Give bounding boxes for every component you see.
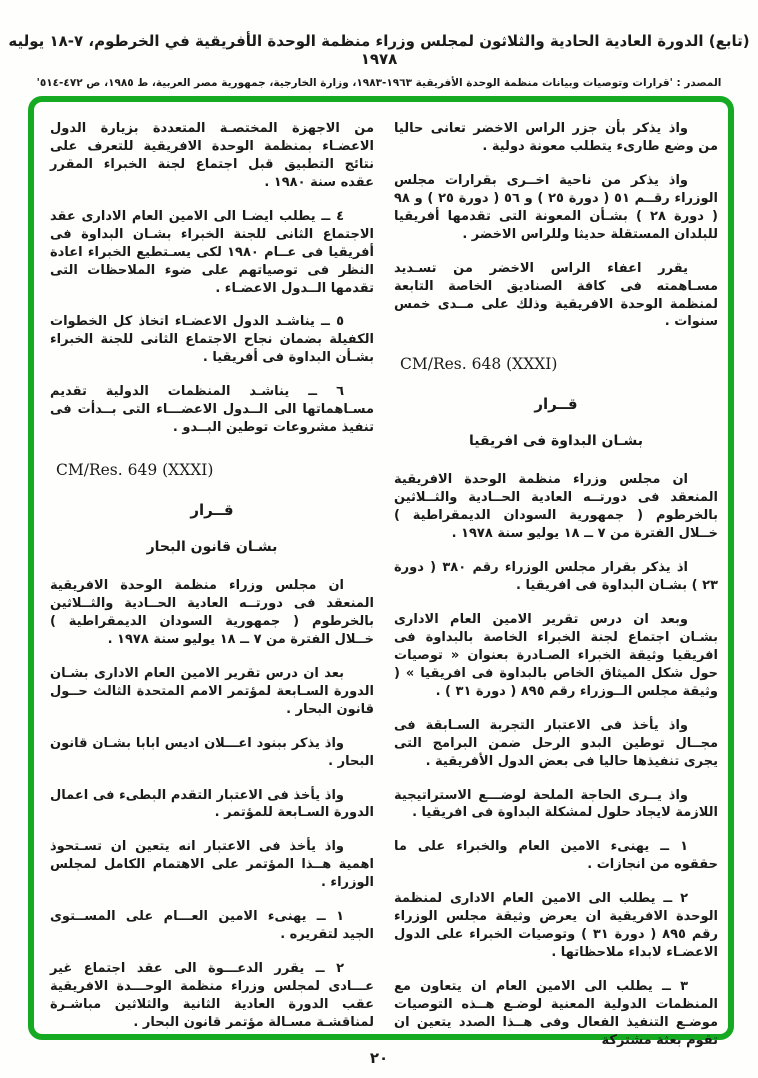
paragraph: ٣ ــ يطلب الى الامين العام ان يتعاون مع المنظمات الدولية المعنية لوضـع هــذه التوصيات موضـع التنفيذ الفعال وفى هــذا الصدد يتعين ان تقوم بعثة مشتركة	[394, 979, 718, 1048]
paragraph: وبعد ان درس تقرير الامين العام الادارى بشـان اجتماع لجنة الخبراء الخاصة بالبداوة فى افريقيا وثيقة الخبراء الصـادرة بعنوان « توصيات حول شكل الميثاق الخاص بالبداوة فى افريقيا » ( وثيقة مجلس الــوزراء رقم ٨٩٥ ( دورة ٣١ ) .	[394, 612, 718, 699]
header-source-line: المصدر : 'قرارات وتوصيات وبيانات منظمة الوحدة الأفريقية ١٩٦٣-١٩٨٣، وزارة الخارجية، جمهورية مصر العربية، ط ١٩٨٥، ص ٤٧٢-٥١٤'	[36, 77, 722, 89]
paragraph: ٥ ــ يناشـد الدول الاعضـاء اتخاذ كل الخطوات الكفيلة بضمان نجاح الاجتماع الثانى للجنة الخبراء بشـأن البداوة فى أفريقيا .	[50, 314, 374, 366]
paragraph: واذ يذكر بأن جزر الراس الاخضر تعانى حاليا من وضع طارىء يتطلب معونة دولية .	[394, 121, 718, 154]
page-footer	[0, 1049, 758, 1067]
paragraph: واذ يأخذ فى الاعتبار انه يتعين ان تسـتحوذ اهمية هــذا المؤتمر على الاهتمام الكامل لمجلس الوزراء .	[50, 839, 374, 891]
two-column-layout	[34, 102, 728, 1048]
column-left	[50, 120, 374, 1030]
resolution-subject: بشـان البداوة فى افريقيا	[468, 433, 644, 450]
paragraph: واذ يذكر من ناحية اخــرى بقرارات مجلس الوزراء رقــم ٥١ ( دورة ٢٥ ) و ٥٦ ( دورة ٢٥ ) و ٩٨ ( دورة ٢٨ ) بشـأن المعونة التى تقدمها أفريقيا للبلدان المستقلة حديثا وللراس الاخضر .	[394, 172, 718, 242]
header-session-title: (تابع) الدورة العادية الحادية والثلاثون لمجلس وزراء منظمة الوحدة الأفريقية في الخرطوم، ٧-١٨ يوليه ١٩٧٨	[8, 32, 750, 68]
column-right	[394, 120, 719, 1048]
paragraph: واذ يذكر ببنود اعـــلان اديس ابابا بشـان قانون البحار .	[50, 735, 374, 769]
resolution-title: قــرار	[190, 501, 234, 520]
resolution-ref-648: CM/Res. 648 (XXXI)	[400, 355, 558, 374]
paragraph: ٦ ــ يناشـد المنظمات الدولية تقديم مسـاهماتها الى الــدول الاعضـــاء التى بــدأت فى تنفيذ مشروعات توطين البــدو .	[50, 384, 374, 436]
paragraph: ان مجلس وزراء منظمة الوحدة الافريقية المنعقد فى دورتــه العادية الحــادية والثــلاثين بالخرطوم ( جمهورية السودان الديمقراطية ) خــلال الفترة من ٧ ــ ١٨ يوليو سنة ١٩٧٨ .	[394, 472, 718, 542]
paragraph: يقرر اعفاء الراس الاخضر من تسـديد مسـاهمته فى كافة الصناديق الخاصة التابعة لمنظمة الوحدة الافريقية وذلك على مــدى خمس سنوات .	[394, 260, 718, 330]
paragraph: ٢ ــ يطلب الى الامين العام الادارى لمنظمة الوحدة الافريقية ان يعرض وثيقة مجلس الوزراء رقم ٨٩٥ ( دورة ٣١ ) وتوصيات الخبراء على الدول الاعضـاء لابداء ملاحظاتها .	[394, 891, 719, 961]
paragraph: واذ يأخذ فى الاعتبار التقدم البطىء فى اعمال الدورة السـابعة للمؤتمر .	[50, 787, 374, 821]
resolution-title: قــرار	[534, 395, 578, 414]
paragraph: ١ ــ يهنىء الامين العـــام على المســتوى الجيد لتقريره .	[50, 909, 374, 943]
paragraph: اذ يذكر بقرار مجلس الوزراء رقم ٣٨٠ ( دورة ٢٣ ) بشـان البداوة فى افريقيا .	[394, 560, 718, 594]
paragraph: من الاجهزة المختصـة المتعددة بزيارة الدول الاعضـاء بمنظمة الوحدة الافريقية للتعرف على نتائج التطبيق قبل اجتماع لجنة الخبراء المقرر عقده سنة ١٩٨٠ .	[50, 121, 374, 190]
paragraph: واذ يــرى الحاجة الملحة لوضـــع الاستراتيجية اللازمة لايجاد حلول لمشكلة البداوة فى افريقيا .	[394, 787, 718, 821]
paragraph: ان مجلس وزراء منظمة الوحدة الافريقية المنعقد فى دورتــه العادية الحــادية والثــلاثين بالخرطوم ( جمهورية السودان الديمقراطية ) خــلال الفترة من ٧ ــ ١٨ يوليو سنة ١٩٧٨ .	[50, 578, 374, 647]
paragraph: ٤ ــ يطلب ايضـا الى الامين العام الادارى عقد الاجتماع الثانى للجنة الخبراء بشـان البداوة فى أفريقيا فى عــام ١٩٨٠ لكى يسـتطيع الخبراء اعادة النظر فى توصياتهم على ضوء الملاحظات التى تقدمها الــدول الاعضـاء .	[50, 208, 374, 296]
paragraph: ٢ ــ يقرر الدعـــوة الى عقد اجتماع غير عـــادى لمجلس وزراء منظمة الوحـــدة الافريقية عقب الدورة العادية الثانية والثلاثين مباشـرة لمناقشـة مسـالة مؤتمر قانون البحار .	[50, 961, 374, 1030]
page-number: ٢٠	[369, 1049, 389, 1067]
paragraph: واذ يأخذ فى الاعتبار التجربة السـابقة فى مجــال توطين البدو الرحل ضمن البرامج التى يجرى تنفيذها حاليا فى بعض الدول الأفريقية .	[394, 717, 718, 769]
page-header	[0, 0, 758, 89]
resolution-ref-649: CM/Res. 649 (XXXI)	[56, 461, 214, 480]
paragraph: ١ ــ يهنىء الامين العام والخبراء على ما حققوه من انجازات .	[394, 839, 718, 873]
green-content-frame	[28, 96, 734, 1048]
resolution-subject: بشـان قانون البحار	[146, 539, 278, 556]
paragraph: بعد ان درس تقرير الامين العام الادارى بشـان الدورة السـابعة لمؤتمر الامم المتحدة الثالث حــول قانون البحار .	[50, 665, 374, 717]
